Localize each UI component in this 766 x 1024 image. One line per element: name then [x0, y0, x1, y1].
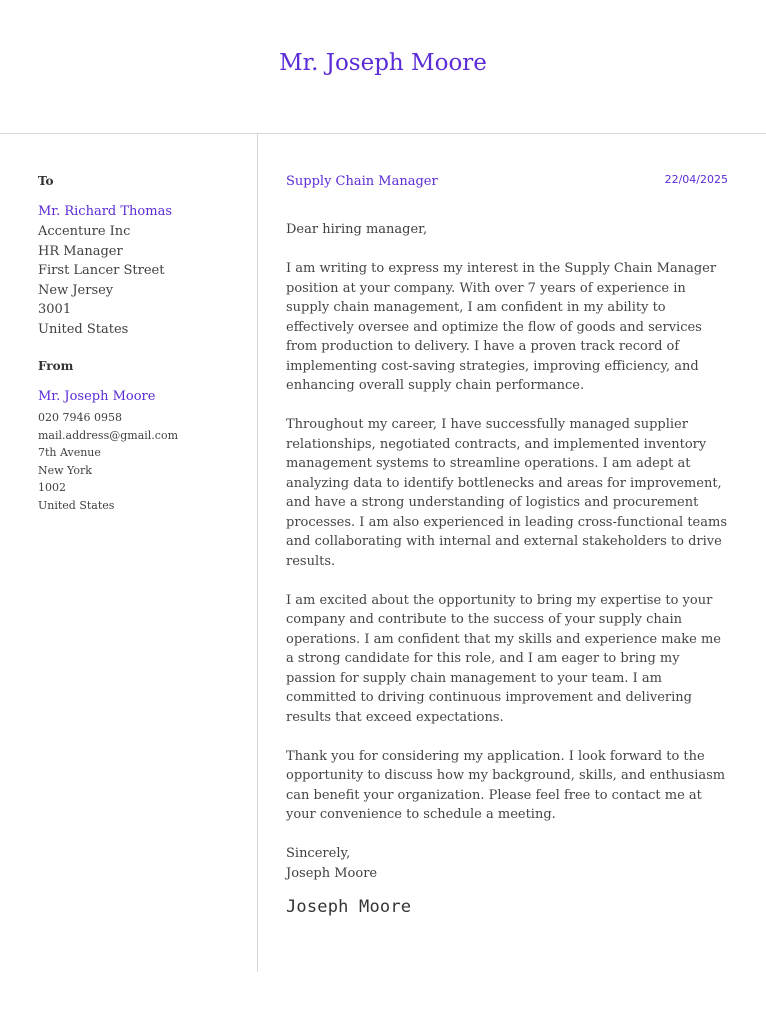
recipient-company: Accenture Inc	[38, 224, 131, 239]
sender-block	[38, 357, 248, 514]
recipient-country: United States	[38, 321, 129, 337]
sender-postcode: 1002	[38, 481, 66, 494]
sender-street: 7th Avenue	[38, 446, 101, 459]
job-title: Supply Chain Manager	[286, 174, 438, 189]
paragraph: I am writing to express my interest in the Supply Chain Manager position at your company. With over 7 years of experience in supply chain management, I am confident in my ability to effectively oversee and optimize the flow of goods and services from production to delivery. I have a proven track record of implementing cost-saving strategies, improving efficiency, and enhancing overall supply chain performance.	[286, 261, 717, 393]
column-divider	[257, 134, 258, 972]
recipient-label: To	[38, 174, 54, 188]
sender-name: Mr. Joseph Moore	[38, 389, 156, 404]
signature: Joseph Moore	[286, 897, 412, 917]
recipient-position: HR Manager	[38, 243, 123, 259]
recipient-name: Mr. Richard Thomas	[38, 204, 172, 219]
recipient-street: First Lancer Street	[38, 263, 165, 278]
paragraph: Throughout my career, I have successfully managed supplier relationships, negotiated contracts, and implemented inventory management systems to streamline operations. I am adept at analyzing data to identify bottlenecks and areas for improvement, and have a strong understanding of logistics and procurement processes. I am also experienced in leading cross-functional teams and collaborating with internal and external stakeholders to drive results.	[286, 417, 727, 569]
letter-body	[286, 172, 728, 919]
salutation: Dear hiring manager,	[286, 222, 428, 237]
sender-country: United States	[38, 498, 115, 512]
page-header	[0, 0, 766, 134]
sender-city: New York	[38, 463, 92, 477]
page-title: Mr. Joseph Moore	[279, 50, 487, 76]
recipient-postcode: 3001	[38, 302, 72, 317]
closing-phrase: Sincerely,	[286, 846, 351, 861]
sender-label: From	[38, 359, 74, 373]
recipient-state: New Jersey	[38, 282, 114, 298]
letter-date: 22/04/2025	[664, 173, 728, 186]
letter-header	[286, 172, 728, 192]
sidebar	[38, 172, 248, 514]
paragraph: I am excited about the opportunity to bring my expertise to your company and contribute to the success of your supply chain operations. I am confident that my skills and experience make me a strong candidate for this role, and I am eager to bring my passion for supply chain management to your team. I am committed to driving continuous improvement and delivering results that exceed expectations.	[286, 592, 721, 725]
sender-email: mail.address@gmail.com	[38, 428, 178, 442]
closing-name: Joseph Moore	[286, 865, 378, 881]
closing-block	[286, 844, 728, 883]
recipient-block	[38, 172, 248, 339]
paragraph: Thank you for considering my application. I look forward to the opportunity to discuss how my background, skills, and enthusiasm can benefit your organization. Please feel free to contact me at your convenience to schedule a meeting.	[286, 748, 726, 822]
sender-phone: 020 7946 0958	[38, 411, 122, 424]
